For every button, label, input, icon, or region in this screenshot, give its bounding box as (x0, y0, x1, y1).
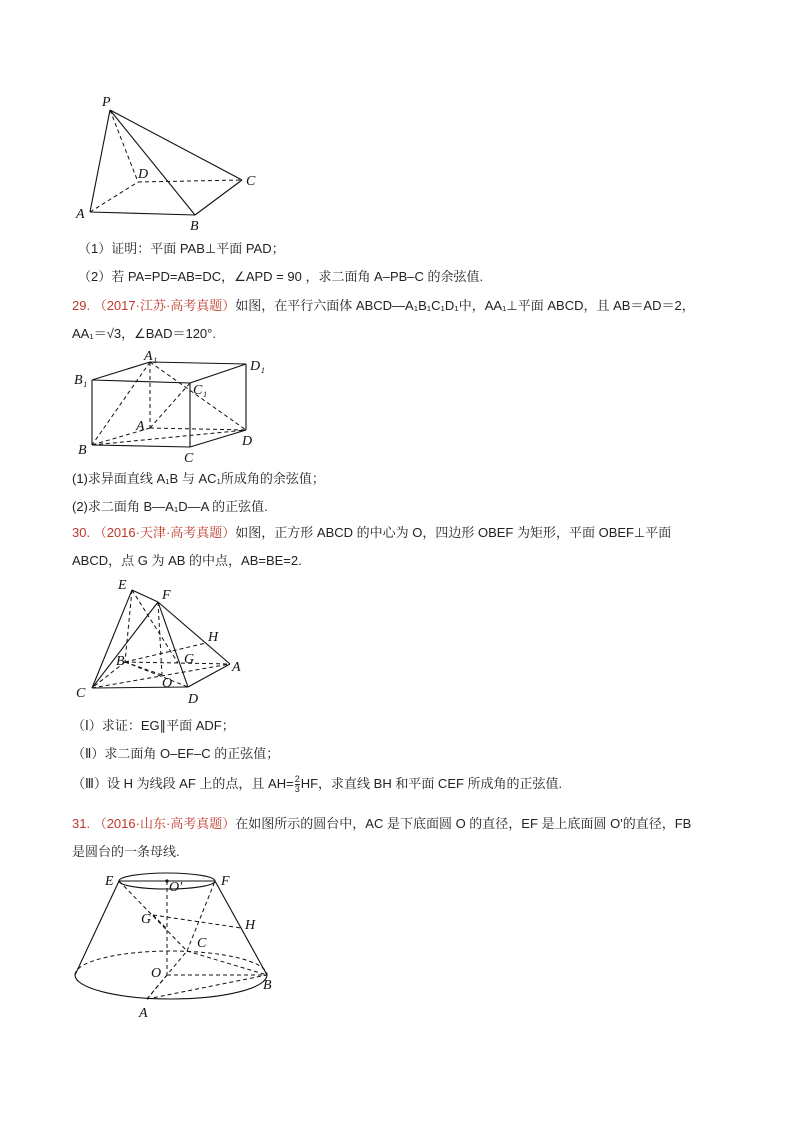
q28-part1: （1）证明：平面 PAB⊥平面 PAD； (78, 241, 285, 256)
q29-part2: (2)求二面角 B—A₁D—A 的正弦值. (72, 499, 268, 514)
q30-header (72, 524, 671, 542)
label-D: D (138, 167, 149, 182)
label-C1: C₁ (193, 383, 208, 398)
label-B: B (116, 654, 125, 669)
label-A: A (76, 207, 85, 222)
q31-source: （2016·山东·高考真题） (93, 816, 236, 831)
q30-part3-b: HF，求直线 BH 和平面 CEF 所成角的正弦值. (300, 776, 563, 791)
label-F: F (162, 588, 171, 603)
label-F: F (221, 874, 230, 889)
q29-text-2: AA₁＝√3，∠BAD＝120°. (72, 326, 216, 341)
label-A1: A₁ (144, 350, 158, 364)
q30-part3-a: （Ⅲ）设 H 为线段 AF 上的点，且 AH= (72, 776, 294, 791)
q30-text-1: 如图，正方形 ABCD 的中心为 O，四边形 OBEF 为矩形，平面 OBEF⊥平面 (235, 525, 672, 540)
q31-header (72, 815, 691, 833)
parallelepiped-figure (70, 350, 280, 465)
label-A: A (136, 419, 145, 434)
label-C: C (76, 686, 86, 701)
q30-part3 (72, 772, 562, 796)
label-P: P (102, 95, 111, 110)
label-G: G (141, 912, 152, 927)
label-O1: O' (169, 880, 183, 895)
label-H: H (208, 630, 219, 645)
q30-number: 30. (72, 525, 91, 540)
fraction-two-thirds: $\frac{2}{3}$ (294, 774, 300, 795)
label-O: O (151, 966, 162, 981)
frustum-figure (65, 865, 290, 1025)
q30-part1: （Ⅰ）求证：EG∥平面 ADF； (72, 718, 235, 733)
q30-source: （2016·天津·高考真题） (93, 525, 236, 540)
label-C: C (246, 174, 256, 189)
q31-text-2: 是圆台的一条母线. (72, 844, 180, 859)
label-C: C (197, 936, 207, 951)
label-D: D (242, 434, 253, 449)
q30-text-2: ABCD，点 G 为 AB 的中点，AB=BE=2. (72, 553, 302, 568)
q29-text-1: 如图，在平行六面体 ABCD—A₁B₁C₁D₁中，AA₁⊥平面 ABCD，且 AB＝AD＝2， (235, 298, 695, 313)
q29-header (72, 297, 695, 315)
q29-number: 29. (72, 298, 91, 313)
label-E: E (118, 578, 127, 593)
label-B: B (263, 978, 272, 993)
label-C: C (184, 451, 194, 465)
label-H: H (245, 918, 256, 933)
q29-source: （2017·江苏·高考真题） (93, 298, 236, 313)
label-B1: B₁ (74, 373, 88, 388)
label-B: B (78, 443, 87, 458)
q31-number: 31. (72, 816, 91, 831)
q31-text-1: 在如图所示的圆台中，AC 是下底面圆 O 的直径，EF 是上底面圆 O'的直径，FB (235, 816, 692, 831)
q28-part2: （2）若 PA=PD=AB=DC，∠APD = 90 ，求二面角 A–PB–C 的余弦值. (78, 269, 484, 284)
label-E: E (105, 874, 114, 889)
label-B: B (190, 219, 199, 234)
label-D: D (188, 692, 199, 707)
label-O: O (162, 676, 173, 691)
label-D1: D₁ (250, 359, 265, 374)
rectangle-square-figure (70, 575, 260, 710)
q30-part2: （Ⅱ）求二面角 O–EF–C 的正弦值； (72, 746, 280, 761)
label-A: A (232, 660, 241, 675)
q29-part1: (1)求异面直线 A₁B 与 AC₁所成角的余弦值； (72, 471, 325, 486)
label-A: A (139, 1006, 148, 1021)
label-G: G (184, 652, 195, 667)
pyramid-figure (70, 90, 280, 235)
